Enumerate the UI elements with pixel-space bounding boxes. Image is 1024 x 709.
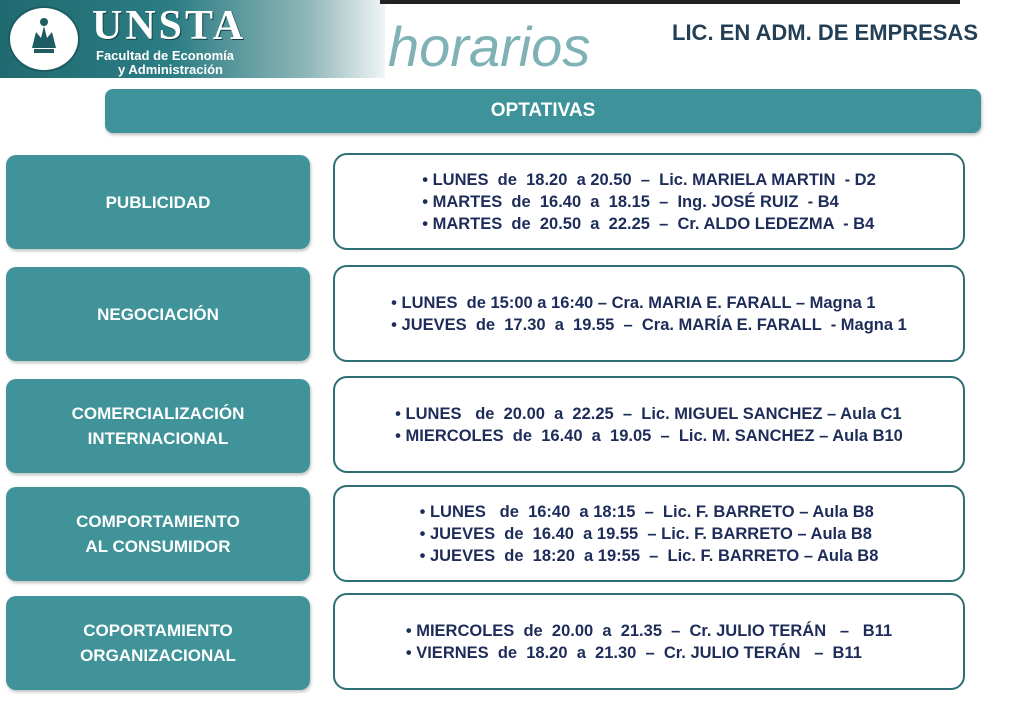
top-rule — [380, 0, 960, 4]
course-name: COMERCIALIZACIÓN INTERNACIONAL — [71, 404, 245, 448]
schedule-list — [422, 169, 876, 235]
course-box — [6, 267, 310, 361]
schedule-box — [333, 265, 965, 362]
schedule-item: • JUEVES de 16.40 a 19.55 – Lic. F. BARRETO – Aula B8 — [420, 523, 879, 545]
schedule-box — [333, 593, 965, 690]
course-name: COMPORTAMIENTO AL CONSUMIDOR — [76, 512, 240, 556]
faculty-line-1: Facultad de Economía — [96, 48, 234, 63]
section-title: OPTATIVAS — [490, 100, 596, 121]
schedule-item: • JUEVES de 17.30 a 19.55 – Cra. MARÍA E. FARALL - Magna 1 — [391, 314, 907, 336]
schedule-item: • LUNES de 16:40 a 18:15 – Lic. F. BARRETO – Aula B8 — [420, 501, 879, 523]
schedule-box — [333, 485, 965, 582]
university-seal-icon — [8, 6, 80, 72]
schedule-list — [420, 501, 879, 567]
course-name: NEGOCIACIÓN — [97, 304, 219, 324]
course-box — [6, 379, 310, 473]
schedule-item: • LUNES de 18.20 a 20.50 – Lic. MARIELA MARTIN - D2 — [422, 169, 876, 191]
schedule-item: • MARTES de 16.40 a 18.15 – Ing. JOSÉ RUIZ - B4 — [422, 191, 876, 213]
career-title: LIC. EN ADM. DE EMPRESAS — [672, 20, 978, 45]
schedule-item: • MIERCOLES de 20.00 a 21.35 – Cr. JULIO TERÁN – B11 — [406, 620, 892, 642]
logo-wordmark: UNSTA — [92, 3, 247, 49]
page-title: horarios — [388, 15, 591, 78]
schedule-item: • JUEVES de 18:20 a 19:55 – Lic. F. BARRETO – Aula B8 — [420, 545, 879, 567]
schedule-list — [395, 403, 903, 447]
schedule-item: • MIERCOLES de 16.40 a 19.05 – Lic. M. SANCHEZ – Aula B10 — [395, 425, 903, 447]
schedule-item: • LUNES de 20.00 a 22.25 – Lic. MIGUEL SANCHEZ – Aula C1 — [395, 403, 903, 425]
schedule-box — [333, 153, 965, 250]
section-banner — [105, 89, 981, 133]
course-name: PUBLICIDAD — [105, 192, 211, 212]
schedule-item: • MARTES de 20.50 a 22.25 – Cr. ALDO LEDEZMA - B4 — [422, 213, 876, 235]
schedule-item: • LUNES de 15:00 a 16:40 – Cra. MARIA E. FARALL – Magna 1 — [391, 292, 907, 314]
faculty-line-2: y Administración — [118, 62, 223, 77]
course-box — [6, 596, 310, 690]
schedule-item: • VIERNES de 18.20 a 21.30 – Cr. JULIO TERÁN – B11 — [406, 642, 892, 664]
faculty-name — [96, 49, 234, 77]
course-name: COPORTAMIENTO ORGANIZACIONAL — [80, 621, 236, 665]
schedule-box — [333, 376, 965, 473]
course-box — [6, 487, 310, 581]
schedule-list — [406, 620, 892, 664]
schedule-list — [391, 292, 907, 336]
course-box — [6, 155, 310, 249]
